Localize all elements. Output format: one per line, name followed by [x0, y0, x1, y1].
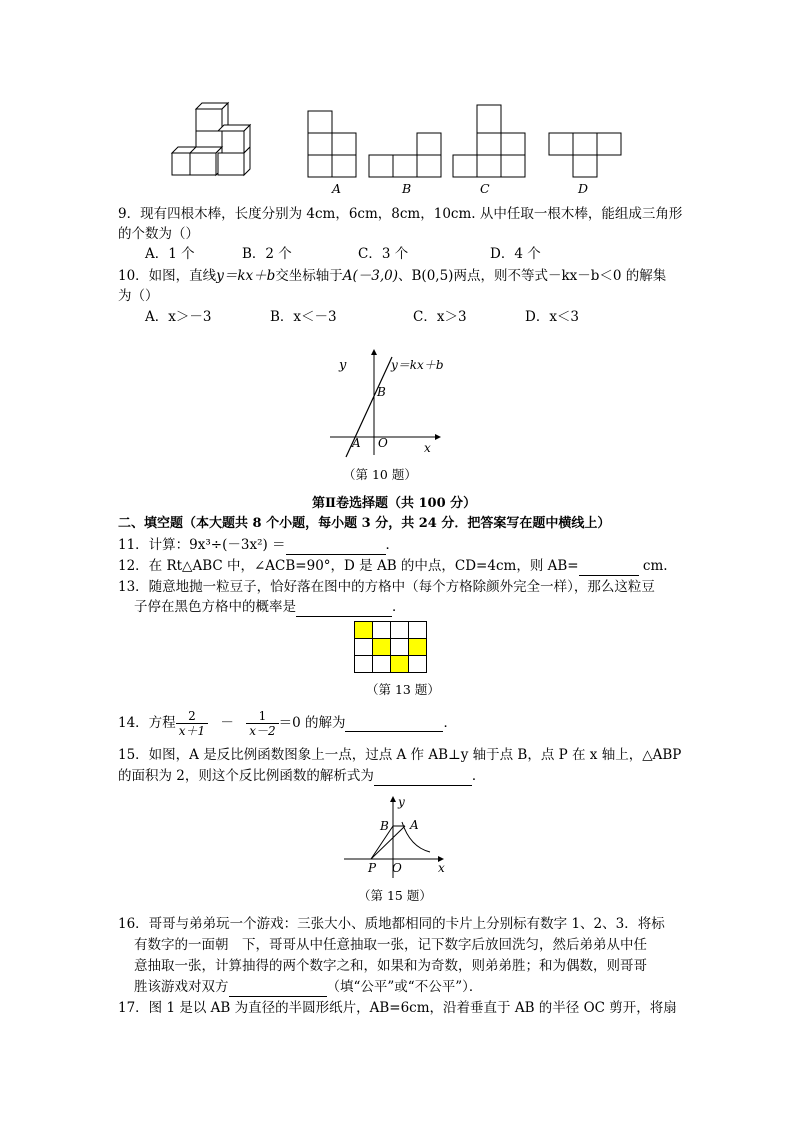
q13-line2: 子停在黑色方格中的概率是 ． [134, 599, 406, 615]
grid-cell [391, 622, 409, 639]
q10-line2: 为（） [118, 288, 159, 304]
q9-option-c: C．3 个 [358, 246, 409, 262]
option-d-label: D [578, 181, 589, 196]
q13-caption: （第 13 题） [366, 682, 440, 697]
grid-cell [391, 639, 409, 656]
point-a-label: A [352, 436, 361, 450]
option-b-figure [369, 133, 441, 177]
q10-caption: （第 10 题） [343, 467, 417, 482]
q15-graph [340, 792, 450, 882]
q16-line1: 16．哥哥与弟弟玩一个游戏：三张大小、质地都相同的卡片上分别标有数字 1、2、3．将标 [118, 916, 665, 932]
q15-answer-blank[interactable] [374, 770, 472, 786]
point-a-label: A [410, 818, 419, 832]
grid-cell [409, 656, 427, 673]
q14-answer-blank[interactable] [345, 716, 443, 732]
q8-figures [160, 95, 640, 200]
q11-answer-blank[interactable] [286, 539, 386, 555]
option-b-label: B [402, 181, 412, 196]
point-b-label: B [380, 819, 389, 833]
q15-line2: 的面积为 2，则这个反比例函数的解析式为 ． [118, 768, 486, 784]
grid-cell [355, 622, 373, 639]
option-c-figure [453, 105, 525, 177]
q16-line3: 意抽取一张，计算抽得的两个数字之和，如果和为奇数，则弟弟胜；和为偶数，则哥哥 [134, 958, 647, 974]
q17-line1: 17．图 1 是以 AB 为直径的半圆形纸片，AB=6cm，沿着垂直于 AB 的半径 OC 剪开，将扇 [118, 1000, 677, 1016]
q9-option-d: D．4 个 [490, 246, 541, 262]
grid-cell [355, 656, 373, 673]
option-c-label: C [480, 181, 490, 196]
q16-line4: 胜该游戏对双方 （填“公平”或“不公平”）． [134, 979, 483, 995]
section2-title: 第Ⅱ卷选择题（共 100 分） [312, 496, 477, 511]
q13-line1: 13．随意地抛一粒豆子，恰好落在图中的方格中（每个方格除颜外完全一样），那么这粒豆 [118, 579, 655, 595]
grid-cell [373, 639, 391, 656]
cube-stack-figure [172, 103, 250, 175]
option-a-figure [308, 111, 356, 177]
q11-line: 11．计算：9x³÷(－3x²) ＝ ． [118, 537, 400, 553]
q10-option-d: D．x＜3 [525, 309, 580, 325]
grid-cell [391, 656, 409, 673]
q14-line: 14．方程 $\frac{2}{x+1}$ － $\frac{1}{x-2}$ ＝0 的解为 ． [118, 709, 457, 738]
q15-caption: （第 15 题） [358, 888, 432, 903]
line-label: y＝kx＋b [391, 358, 444, 372]
fraction-2: $\frac{1}{x-2}$ [246, 709, 278, 738]
option-d-figure [549, 133, 621, 177]
grid-cell [409, 639, 427, 656]
grid-cell [373, 656, 391, 673]
grid-cell [373, 622, 391, 639]
q9-line1: 9．现有四根木棒，长度分别为 4cm，6cm，8cm，10cm. 从中任取一根木棒，能组成三角形 [118, 206, 683, 222]
q9-option-a: A．1 个 [145, 246, 195, 262]
grid-cell [355, 639, 373, 656]
q16-answer-blank[interactable] [229, 981, 327, 997]
q10-line1: 10．如图，直线y＝kx＋b交坐标轴于A(－3,0)、B(0,5)两点，则不等式－kx－b＜0 的解集 [118, 268, 667, 284]
q15-line1: 15．如图，A 是反比例函数图象上一点，过点 A 作 AB⊥y 轴于点 B，点 P 在 x 轴上，△ABP [118, 747, 682, 763]
q10-graph [325, 345, 455, 460]
y-label: y [339, 358, 347, 373]
point-p-label: P [368, 861, 377, 875]
q9-line2: 的个数为（） [118, 226, 199, 242]
q10-option-c: C．x＞3 [413, 309, 467, 325]
fraction-1: $\frac{2}{x+1}$ [176, 709, 208, 738]
q13-answer-blank[interactable] [296, 601, 392, 617]
point-b-label: B [377, 385, 386, 399]
q13-grid [354, 621, 428, 675]
q12-line: 12．在 Rt△ABC 中，∠ACB=90°，D 是 AB 的中点，CD=4cm，则 AB= cm. [118, 558, 668, 574]
q10-option-b: B．x＜－3 [270, 309, 337, 325]
q10-option-a: A．x＞－3 [145, 309, 212, 325]
y-label: y [398, 795, 405, 809]
option-a-label: A [332, 181, 342, 196]
x-label: x [438, 861, 445, 875]
origin-label: O [378, 436, 388, 450]
origin-label: O [392, 861, 402, 875]
section2-header: 二、填空题（本大题共 8 个小题，每小题 3 分，共 24 分．把答案写在题中横线上） [118, 516, 611, 531]
grid-cell [409, 622, 427, 639]
q16-line2: 有数字的一面朝 下，哥哥从中任意抽取一张，记下数字后放回洗匀，然后弟弟从中任 [134, 937, 647, 953]
q9-option-b: B．2 个 [242, 246, 292, 262]
x-label: x [424, 441, 431, 455]
q12-answer-blank[interactable] [579, 560, 639, 576]
